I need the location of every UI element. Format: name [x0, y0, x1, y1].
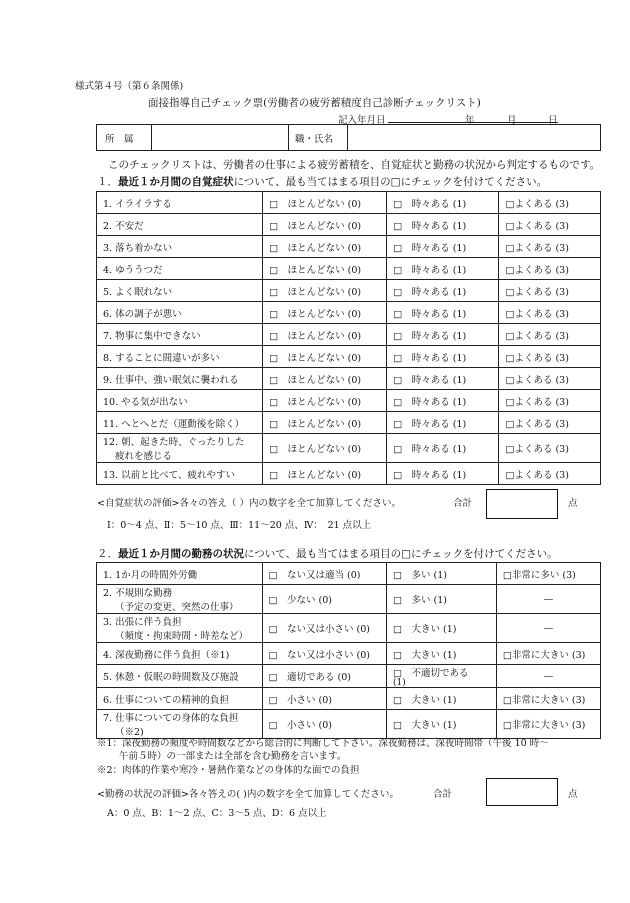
symptom-option-text: □ 時々ある (1) — [393, 198, 467, 210]
section2-eval-text: <勤務の状況の評価>各々答えの( )内の数字を全て加算してください。 — [97, 789, 399, 800]
work-option-b[interactable] — [387, 688, 497, 710]
symptom-option-text: □ 時々ある (1) — [393, 418, 467, 430]
symptom-option-text: □よくある (3) — [505, 396, 569, 408]
work-option-text: □ 適切である (0) — [268, 672, 351, 683]
symptom-question — [97, 214, 263, 236]
date-year-input[interactable] — [392, 111, 466, 124]
work-option-b[interactable] — [387, 585, 497, 614]
symptom-option-text: □ ほとんどない (0) — [269, 330, 362, 342]
work-question-subtext: （※2) — [115, 727, 144, 738]
note-1-line2: 午前５時）の一部または全部を含む勤務を言います。 — [119, 751, 347, 762]
symptom-row — [97, 302, 601, 324]
symptom-question — [97, 390, 263, 412]
section2-points-label: 点 — [568, 789, 578, 800]
work-question-text: 4. 深夜勤務に伴う負担（※1) — [103, 649, 230, 661]
symptom-option-c[interactable] — [499, 434, 601, 463]
symptom-option-c[interactable] — [499, 412, 601, 434]
symptom-option-text: □ 時々ある (1) — [393, 469, 467, 481]
position-name-field[interactable] — [348, 125, 601, 151]
symptom-option-b[interactable] — [387, 324, 499, 346]
symptom-row — [97, 346, 601, 368]
work-option-text: □ 大きい (1) — [393, 720, 457, 731]
section1-heading-prefix: １． — [97, 176, 118, 188]
symptom-option-text: □よくある (3) — [505, 264, 569, 276]
work-row — [97, 614, 601, 643]
work-row — [97, 585, 601, 614]
work-question-text: 2. 不規則な勤務 — [103, 588, 173, 599]
symptom-option-c[interactable] — [499, 324, 601, 346]
symptom-question-text: 1. イライラする — [103, 198, 172, 210]
symptom-option-a[interactable] — [263, 214, 387, 236]
symptom-option-text: □ 時々ある (1) — [393, 264, 467, 276]
symptom-option-a[interactable] — [263, 236, 387, 258]
symptom-row — [97, 236, 601, 258]
symptom-question-text: 2. 不安だ — [103, 220, 144, 232]
work-option-text: □ 小さい (0) — [268, 694, 332, 706]
work-option-text: □非常に大きい (3) — [502, 694, 586, 706]
work-option-a[interactable] — [262, 585, 387, 614]
symptom-table — [96, 191, 601, 485]
date-label: 記入年月日 — [338, 115, 386, 126]
symptom-option-text: □ 時々ある (1) — [393, 242, 467, 254]
symptom-question-text: 6. 体の調子が悪い — [103, 308, 182, 320]
section2-heading-rest: について、最も当てはまる項目の□にチェックを付けてください。 — [244, 548, 558, 560]
work-option-c — [496, 614, 600, 643]
note-2: ※2：肉体的作業や寒冷・暑熱作業などの身体的な面での負担 — [97, 765, 360, 776]
work-question — [97, 643, 263, 665]
symptom-option-b[interactable] — [387, 192, 499, 214]
symptom-option-text: □ 時々ある (1) — [393, 286, 467, 298]
symptom-question-subtext: 疲れを感じる — [115, 451, 173, 462]
symptom-option-text: □ ほとんどない (0) — [269, 374, 362, 386]
work-option-text: □ 多い (1) — [393, 569, 447, 581]
section1-heading — [97, 174, 547, 189]
symptom-option-a[interactable] — [263, 258, 387, 280]
date-month-label: 月 — [507, 115, 517, 126]
work-option-b[interactable] — [387, 665, 497, 688]
symptom-option-text: □よくある (3) — [505, 286, 569, 298]
work-option-text: □非常に大きい (3) — [502, 649, 586, 661]
symptom-option-text: □よくある (3) — [505, 330, 569, 342]
symptom-option-text: □ 時々ある (1) — [393, 220, 467, 232]
work-option-c — [496, 585, 600, 614]
work-question — [97, 665, 263, 688]
symptom-question — [97, 324, 263, 346]
name-table — [96, 124, 601, 151]
symptom-option-c[interactable] — [499, 346, 601, 368]
symptom-question-text: 12. 朝、起きた時、ぐったりした — [103, 437, 245, 448]
section1-heading-rest: について、最も当てはまる項目の□にチェックを付けてください。 — [233, 176, 548, 188]
symptom-option-text: □よくある (3) — [505, 220, 569, 232]
symptom-option-a[interactable] — [263, 390, 387, 412]
affiliation-label: 所 属 — [97, 125, 152, 151]
work-option-text: □非常に多い (3) — [502, 569, 576, 581]
work-question — [97, 614, 263, 643]
work-option-a[interactable] — [262, 643, 387, 665]
work-question-text: 7. 仕事についての身体的な負担 — [103, 713, 239, 724]
work-row — [97, 563, 601, 585]
symptom-row — [97, 214, 601, 236]
intro-text: このチェックリストは、労働者の仕事による疲労蓄積を、自覚症状と勤務の状況から判定するものです。 — [108, 159, 601, 171]
symptom-option-b[interactable] — [387, 434, 499, 463]
symptom-question — [97, 412, 263, 434]
symptom-question — [97, 302, 263, 324]
symptom-option-text: □よくある (3) — [505, 418, 569, 430]
symptom-option-b[interactable] — [387, 346, 499, 368]
symptom-option-text: □よくある (3) — [505, 352, 569, 364]
symptom-option-b[interactable] — [387, 302, 499, 324]
symptom-option-text: □よくある (3) — [505, 374, 569, 386]
section2-total-label: 合計 — [433, 789, 453, 800]
symptom-question-text: 5. よく眠れない — [103, 286, 173, 298]
symptom-question-text: 8. することに間違いが多い — [103, 352, 220, 364]
symptom-question — [97, 463, 263, 485]
symptom-option-a[interactable] — [263, 302, 387, 324]
symptom-question — [97, 258, 263, 280]
symptom-question — [97, 346, 263, 368]
symptom-option-c[interactable] — [499, 280, 601, 302]
work-option-text: □ 小さい (0) — [268, 720, 332, 731]
work-option-text: — — [543, 593, 554, 605]
work-option-a[interactable] — [262, 688, 387, 710]
work-question-text: 3. 出張に伴う負担 — [103, 617, 182, 628]
work-question-subtext: （頻度・拘束時間・時差など） — [115, 631, 249, 642]
symptom-option-c[interactable] — [499, 390, 601, 412]
symptom-option-text: □よくある (3) — [505, 198, 569, 210]
symptom-option-a[interactable] — [263, 463, 387, 485]
symptom-option-text: □ 時々ある (1) — [393, 308, 467, 320]
symptom-option-text: □よくある (3) — [505, 469, 569, 481]
section1-scale: Ⅰ：0〜4 点、Ⅱ：5〜10 点、Ⅲ：11〜20 点、Ⅳ： 21 点以上 — [107, 520, 372, 531]
work-question-text: 5. 休憩・仮眠の時間数及び施設 — [103, 672, 239, 683]
symptom-option-c[interactable] — [499, 192, 601, 214]
section2-heading-prefix: ２． — [97, 548, 118, 560]
symptom-option-a[interactable] — [263, 192, 387, 214]
section2-heading — [97, 546, 558, 561]
work-option-text: □ 大きい (1) — [393, 624, 457, 635]
symptom-option-text: □ ほとんどない (0) — [269, 418, 362, 430]
work-row — [97, 665, 601, 688]
symptom-option-text: □ ほとんどない (0) — [269, 198, 362, 210]
symptom-option-b[interactable] — [387, 412, 499, 434]
symptom-option-c[interactable] — [499, 236, 601, 258]
work-option-subtext: (1) — [393, 678, 406, 688]
symptom-option-b[interactable] — [387, 463, 499, 485]
work-option-text: □ 多い (1) — [393, 595, 447, 606]
symptom-option-text: □ 時々ある (1) — [393, 444, 467, 455]
section1-eval-text: <自覚症状の評価>各々の答え（ ）内の数字を全て加算してください。 — [97, 498, 401, 509]
affiliation-field[interactable] — [152, 125, 289, 151]
symptom-option-text: □ 時々ある (1) — [393, 352, 467, 364]
work-option-text: — — [543, 622, 554, 634]
work-option-a[interactable] — [262, 665, 387, 688]
symptom-question-text: 13. 以前と比べて、疲れやすい — [103, 469, 235, 481]
symptom-option-b[interactable] — [387, 368, 499, 390]
symptom-question — [97, 280, 263, 302]
symptom-option-b[interactable] — [387, 258, 499, 280]
symptom-question-text: 3. 落ち着かない — [103, 242, 173, 254]
symptom-row — [97, 368, 601, 390]
work-question-text: 1. 1か月の時間外労働 — [103, 569, 198, 581]
work-option-c — [496, 665, 600, 688]
symptom-option-text: □よくある (3) — [505, 444, 569, 455]
work-option-text: □ ない又は小さい (0) — [268, 624, 370, 635]
symptom-option-a[interactable] — [263, 368, 387, 390]
work-option-text: □ 大きい (1) — [393, 694, 457, 706]
symptom-option-text: □ ほとんどない (0) — [269, 242, 362, 254]
section2-total-box[interactable] — [486, 778, 558, 806]
work-option-c[interactable] — [496, 688, 600, 710]
symptom-row — [97, 324, 601, 346]
work-question — [97, 563, 263, 585]
work-question — [97, 585, 263, 614]
symptom-question — [97, 192, 263, 214]
symptom-option-c[interactable] — [499, 463, 601, 485]
section1-total-label: 合計 — [453, 498, 473, 509]
symptom-row — [97, 280, 601, 302]
symptom-option-c[interactable] — [499, 302, 601, 324]
section2-heading-bold: 最近１か月間の勤務の状況 — [118, 548, 244, 560]
symptom-option-b[interactable] — [387, 280, 499, 302]
work-option-c[interactable] — [496, 563, 600, 585]
symptom-option-a[interactable] — [263, 324, 387, 346]
section2-scale: A：0 点、B：1〜2 点、C：3〜5 点、D：6 点以上 — [107, 808, 327, 819]
work-option-a[interactable] — [262, 563, 387, 585]
section1-heading-bold: 最近１か月間の自覚症状 — [118, 176, 234, 188]
symptom-question-text: 4. ゆううつだ — [103, 264, 163, 276]
symptom-option-b[interactable] — [387, 236, 499, 258]
symptom-option-b[interactable] — [387, 390, 499, 412]
symptom-option-a[interactable] — [263, 346, 387, 368]
form-number: 様式第４号（第６条関係) — [75, 81, 184, 92]
symptom-row — [97, 390, 601, 412]
symptom-option-c[interactable] — [499, 368, 601, 390]
symptom-row — [97, 258, 601, 280]
symptom-option-text: □ ほとんどない (0) — [269, 286, 362, 298]
work-option-text: □非常に大きい (3) — [502, 720, 586, 731]
symptom-row — [97, 192, 601, 214]
symptom-option-c[interactable] — [499, 214, 601, 236]
symptom-row — [97, 412, 601, 434]
symptom-option-a[interactable] — [263, 434, 387, 463]
work-question-subtext: （予定の変更、突然の仕事） — [115, 602, 239, 613]
work-option-text: □ 大きい (1) — [393, 649, 457, 661]
section1-total-box[interactable] — [486, 489, 558, 519]
symptom-option-text: □ ほとんどない (0) — [269, 469, 362, 481]
work-question-text: 6. 仕事についての精神的負担 — [103, 694, 229, 706]
work-option-text: □ 不適切である — [393, 668, 469, 679]
work-table — [96, 562, 601, 739]
symptom-question — [97, 434, 263, 463]
work-option-c[interactable] — [496, 643, 600, 665]
work-option-text: □ 少ない (0) — [268, 595, 332, 606]
symptom-option-text: □よくある (3) — [505, 242, 569, 254]
symptom-option-text: □ ほとんどない (0) — [269, 444, 362, 455]
symptom-row — [97, 463, 601, 485]
symptom-option-b[interactable] — [387, 214, 499, 236]
symptom-option-text: □ ほとんどない (0) — [269, 308, 362, 320]
work-option-a[interactable] — [262, 614, 387, 643]
symptom-question — [97, 236, 263, 258]
work-option-b[interactable] — [387, 614, 497, 643]
work-option-text: □ ない又は小さい (0) — [268, 649, 370, 661]
position-name-label: 職・氏名 — [289, 125, 348, 151]
symptom-option-text: □ ほとんどない (0) — [269, 220, 362, 232]
section1-points-label: 点 — [568, 498, 578, 509]
work-row — [97, 688, 601, 710]
work-option-text: — — [543, 670, 554, 682]
symptom-question-text: 9. 仕事中、強い眠気に襲われる — [103, 374, 239, 386]
date-year-label: 年 — [465, 115, 475, 126]
date-day-label: 日 — [548, 115, 558, 126]
work-question — [97, 688, 263, 710]
symptom-question-text: 7. 物事に集中できない — [103, 330, 201, 342]
symptom-question — [97, 368, 263, 390]
symptom-option-c[interactable] — [499, 258, 601, 280]
symptom-question-text: 11. へとへとだ（運動後を除く） — [103, 418, 245, 430]
symptom-option-text: □ ほとんどない (0) — [269, 264, 362, 276]
work-option-b[interactable] — [387, 643, 497, 665]
work-option-b[interactable] — [387, 563, 497, 585]
symptom-option-text: □ 時々ある (1) — [393, 396, 467, 408]
symptom-question-text: 10. やる気が出ない — [103, 396, 188, 408]
symptom-option-text: □ 時々ある (1) — [393, 374, 467, 386]
symptom-option-a[interactable] — [263, 412, 387, 434]
page-title: 面接指導自己チェック票(労働者の疲労蓄積度自己診断チェックリスト) — [148, 97, 481, 109]
work-option-text: □ ない又は適当 (0) — [268, 569, 361, 581]
symptom-row — [97, 434, 601, 463]
symptom-option-text: □よくある (3) — [505, 308, 569, 320]
symptom-option-text: □ ほとんどない (0) — [269, 396, 362, 408]
symptom-option-text: □ 時々ある (1) — [393, 330, 467, 342]
symptom-option-a[interactable] — [263, 280, 387, 302]
symptom-option-text: □ ほとんどない (0) — [269, 352, 362, 364]
work-row — [97, 643, 601, 665]
note-1-line1: ※1：深夜勤務の頻度や時間数などから総合的に判断して下さい。深夜勤務は、深夜時間帯（午後 10 時〜 — [97, 738, 549, 749]
